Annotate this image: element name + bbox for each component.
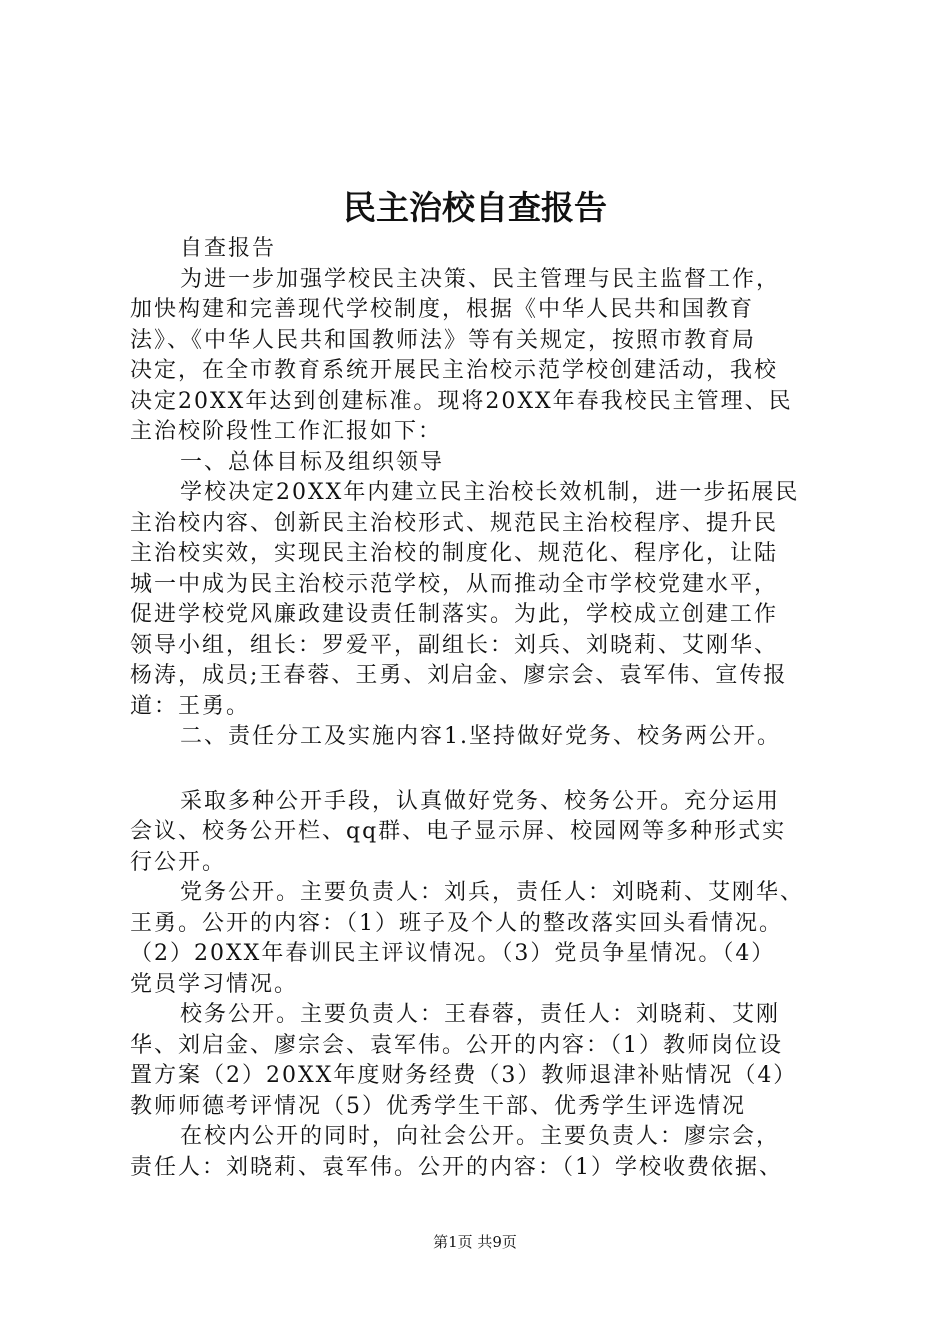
text-line: 校务公开。主要负责人：王春蓉，责任人：刘晓莉、艾刚 [180, 1002, 781, 1027]
text-line: 杨涛，成员;王春蓉、王勇、刘启金、廖宗会、袁军伟、宣传报 [130, 663, 788, 688]
text-line: 主治校内容、创新民主治校形式、规范民主治校程序、提升民 [130, 510, 779, 536]
text-line: 道：王勇。 [130, 693, 251, 719]
text-line: 决定20XX年达到创建标准。现将20XX年春我校民主管理、民 [130, 388, 793, 414]
text-line: 主治校阶段性工作汇报如下： [130, 419, 443, 444]
section-heading: 二、责任分工及实施内容1.坚持做好党务、校务两公开。 [180, 724, 781, 749]
text-line: 行公开。 [130, 849, 227, 875]
page-footer: 第1页 共9页 [433, 1233, 517, 1251]
text-line: 党员学习情况。 [130, 971, 299, 997]
text-line: 主治校实效，实现民主治校的制度化、规范化、程序化，让陆 [130, 541, 779, 566]
text-line: 会议、校务公开栏、qq群、电子显示屏、校园网等多种形式实 [130, 819, 787, 844]
text-line: 决定，在全市教育系统开展民主治校示范学校创建活动，我校 [130, 358, 779, 383]
text-line: 领导小组，组长：罗爱平，副组长：刘兵、刘晓莉、艾刚华、 [130, 632, 779, 658]
text-line: 党务公开。主要负责人：刘兵，责任人：刘晓莉、艾刚华、 [180, 880, 805, 905]
text-line: 法》、《中华人民共和国教师法》等有关规定，按照市教育局 [130, 327, 757, 353]
text-line: 加快构建和完善现代学校制度，根据《中华人民共和国教育 [130, 297, 755, 322]
section-heading: 一、总体目标及组织领导 [180, 449, 445, 475]
document-title: 民主治校自查报告 [343, 188, 607, 227]
document-body [130, 234, 830, 1183]
text-line: （2）20XX年春训民主评议情况。（3）党员争星情况。（4） [130, 941, 776, 966]
text-line: 华、刘启金、廖宗会、袁军伟。公开的内容：（1）教师岗位设 [130, 1032, 783, 1058]
text-line: 自查报告 [180, 236, 277, 261]
text-line: 促进学校党风廉政建设责任制落实。为此，学校成立创建工作 [130, 602, 779, 627]
text-line: 城一中成为民主治校示范学校，从而推动全市学校党建水平， [130, 571, 779, 597]
text-line: 教师师德考评情况（5）优秀学生干部、优秀学生评选情况 [130, 1093, 746, 1119]
text-line: 在校内公开的同时，向社会公开。主要负责人：廖宗会， [180, 1124, 781, 1149]
text-line: 采取多种公开手段，认真做好党务、校务公开。充分运用 [180, 788, 781, 814]
text-line: 学校决定20XX年内建立民主治校长效机制，进一步拓展民 [180, 480, 800, 505]
text-line: 王勇。公开的内容：（1）班子及个人的整改落实回头看情况。 [130, 910, 783, 936]
text-line: 责任人：刘晓莉、袁军伟。公开的内容：（1）学校收费依据、 [130, 1154, 783, 1180]
text-line: 置方案（2）20XX年度财务经费（3）教师退津补贴情况（4） [130, 1063, 798, 1088]
paragraph-gap [130, 753, 830, 787]
text-line: 为进一步加强学校民主决策、民主管理与民主监督工作， [180, 266, 781, 292]
